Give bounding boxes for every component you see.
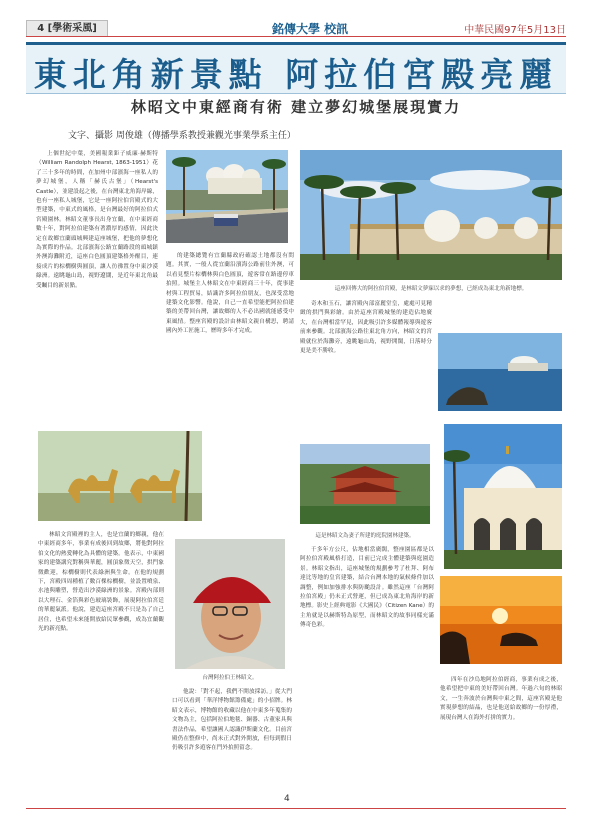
sea-photo	[438, 333, 562, 411]
road-photo-art	[166, 150, 288, 243]
caption-palace-wall: 這座回傳大的阿拉伯宮殿，是林昭文夢寐以求的夢想，已經成為東北角新地標。	[334, 286, 528, 292]
headline: 東北角新景點 阿拉伯宮殿亮麗	[33, 55, 559, 94]
section-tag: 4 [學術采風]	[26, 20, 108, 37]
caption-portrait: 台灣阿拉伯王林昭文。	[202, 675, 258, 681]
headline-banner	[26, 42, 566, 94]
article-column-3: 奇木和玉石，讓宮殿內部富麗堂皇，處處可見精緻的拱門與彩繪。由於這座宮殿城堡的建造佔地廣大，在台灣相當罕見，因此吸引許多媒體報導與遊客前來參觀。北部濱海公路往東北角方向，林昭文的宮殿就位於海灘旁，遠眺龜山島，視野開闊，日落時分更是美不勝收。	[300, 301, 432, 355]
article-column-7: 四年在沙烏地阿拉伯經商，事業有成之後，他希望把中東的美好帶回台灣。年過六旬的林昭文，一生奔波於台灣與中東之間，這座宮殿是他實現夢想的結晶，也是他送給故鄉的一份厚禮，展現台灣人在海外打拼的實力。	[440, 677, 562, 721]
camel-statue-photo	[38, 431, 202, 521]
caption-garden: 這是林昭文為妻子所建的庭院園林建築。	[315, 533, 415, 539]
portrait-photo	[175, 539, 285, 669]
subheadline: 林昭文中東經商有術 建立夢幻城堡展現實力	[130, 98, 462, 116]
garden-pavilion-art	[300, 444, 430, 524]
byline: 文字、攝影 周俊雄（傳播學系教授兼觀光事業學系主任）	[68, 131, 296, 141]
domed-palace-art	[444, 424, 562, 569]
footer-rule	[26, 808, 566, 809]
garden-pavilion-photo	[300, 444, 430, 524]
article-column-6: 千多年方公尺，佔地相當廣闊，整座園區都是以阿拉伯宮殿風格打造，目前已完成主體建築與庭園造景。林昭文指出，這座城堡的規劃參考了杜拜、阿布達比等地的皇宮建築，結合台灣本地的氣候條件加以調整，例如加強排水與防颱設計。雖然這座「台灣阿拉伯宮殿」仍未正式營運，但已成為東北角海岸的新地標。影史上經典電影《大國民》（Citizen Kane）的主角就是以赫斯特為原型，而林昭文的故事同樣充滿傳奇色彩。	[300, 547, 434, 629]
issue-date: 中華民國97年5月13日	[464, 25, 566, 36]
sunset-photo-art	[440, 576, 562, 664]
domed-palace-photo	[444, 424, 562, 569]
palace-wall-photo	[300, 150, 562, 280]
header-rule	[26, 36, 566, 37]
page-number: 4	[284, 794, 290, 804]
sea-photo-art	[438, 333, 562, 411]
article-column-1: 上個世紀中葉，美國報業鉅子威廉·赫斯特（William Randolph Hearst, 1863-1951）花了三十多年的時間，在加州中部濱海一座私人的夢幻城堡，人稱「赫氏古堡」（Hearst's Castle），並建設起之後，在台灣東北角海岸線，也有一座私人城堡，它是一座阿拉伯宮殿式的大型建築，中東式的風格，是台灣最好的阿拉伯式宮殿園林。林昭文董事長出身宜蘭，在中東經商數十年，對阿拉伯建築有著濃厚的感情，因此決定在故鄉宜蘭頭城興建這座城堡，把他的夢想化為實際的作品。北部濱海公路宜蘭路段的頭城鎮外澳海灘附近，這座白色圓頂建築格外醒目，連接成片的棕櫚樹與圓頂，讓人彷彿置身中東沙漠綠洲。遠眺龜山島，視野遼闊，是近年東北角最受矚目的新景點。	[36, 151, 158, 289]
sunset-photo	[440, 576, 562, 664]
portrait-art	[175, 539, 285, 669]
page-header	[26, 20, 566, 37]
camel-statue-art	[38, 431, 202, 521]
article-column-2: 的建築總覽有宜蘭縣政府確認土地都沒有問題。其實，一般人從宜蘭沿濱海公路前往外澳，可以看見整片棕櫚林與白色圓頂，遊客常在路邊停車拍照。城堡主人林昭文在中東經商三十年，從事建材與工程貿易，結識許多阿拉伯朋友，也深受當地建築文化影響。他說，自己一直希望能把阿拉伯建築的美帶回台灣，讓故鄉的人不必出國就能感受中東風情。整座宮殿的設計由林昭文親自構思，聘請國內外工匠施工，歷時多年才完成。	[166, 253, 294, 335]
article-column-4: 林昭文宮殿裡的主人，也是宜蘭的鄉親，他在中東經商多年，事業有成後回到故鄉，將他對阿拉伯文化的熱愛轉化為具體的建築。他表示，中東國家的建築講究對稱與華麗，圓頂象徵天空，拱門象徵歡迎，棕櫚樹則代表綠洲與生命。在他的規劃下，宮殿四周種植了數百棵棕櫚樹，並設置噴泉、水池與雕塑，營造出沙漠綠洲的景象。宮殿內部則以大理石、金箔與彩色玻璃裝飾，展現阿拉伯宮廷的華麗氣派。他說，建造這座宮殿不只是為了自己居住，也希望未來能開放給民眾參觀，成為宜蘭觀光的新亮點。	[38, 532, 164, 633]
newspaper-brand: 銘傳大學 校訊	[272, 22, 349, 36]
article-column-5: 他說：「對不起，我們不開放採訪。」從大門口可以看到「華洋博物館籌備處」的小招牌。林昭文表示，博物館的收藏以他在中東多年蒐集的文物為主，包括阿拉伯地毯、銅器、古董家具與書法作品，希望讓國人認識伊斯蘭文化。目前宮殿仍在整修中，尚未正式對外開放，但每到假日仍吸引許多遊客在門外拍照留念。	[172, 689, 292, 752]
palace-wall-art	[300, 150, 562, 280]
road-photo	[166, 150, 288, 243]
